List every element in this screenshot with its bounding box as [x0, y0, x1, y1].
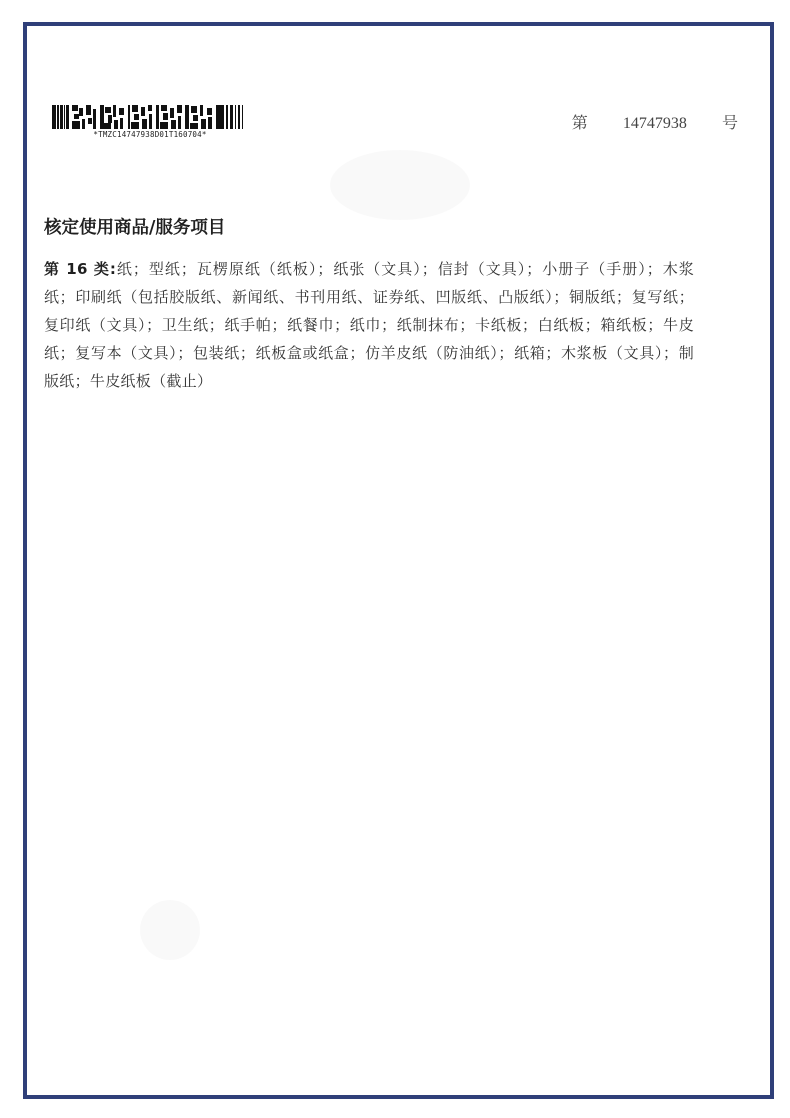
barcode-image: [52, 105, 248, 129]
registration-value: 14747938: [622, 115, 687, 132]
goods-list: [44, 255, 694, 395]
scan-smudge: [140, 900, 200, 960]
registration-prefix: 第: [571, 113, 588, 132]
section-title: 核定使用商品/服务项目: [44, 218, 226, 238]
registration-suffix: 号: [721, 113, 738, 132]
goods-items: 纸；型纸；瓦楞原纸（纸板）；纸张（文具）；信封（文具）；小册子（手册）；木浆纸；印刷纸（包括胶版纸、新闻纸、书刊用纸、证券纸、凹版纸、凸版纸）；铜版纸；复写纸；复印纸（文具）；卫生纸；纸手帕；纸餐巾；纸巾；纸制抹布；卡纸板；白纸板；箱纸板；牛皮纸；复写本（文具）；包装纸；纸板盒或纸盒；仿羊皮纸（防油纸）；纸箱；木浆板（文具）；制版纸；牛皮纸板（截止）: [44, 260, 695, 390]
class-label: 第 16 类:: [44, 260, 117, 278]
barcode-caption: *TMZC14747938D01T160704*: [93, 130, 207, 139]
scan-smudge: [330, 150, 470, 220]
registration-number: [572, 110, 738, 133]
barcode: [52, 105, 248, 139]
